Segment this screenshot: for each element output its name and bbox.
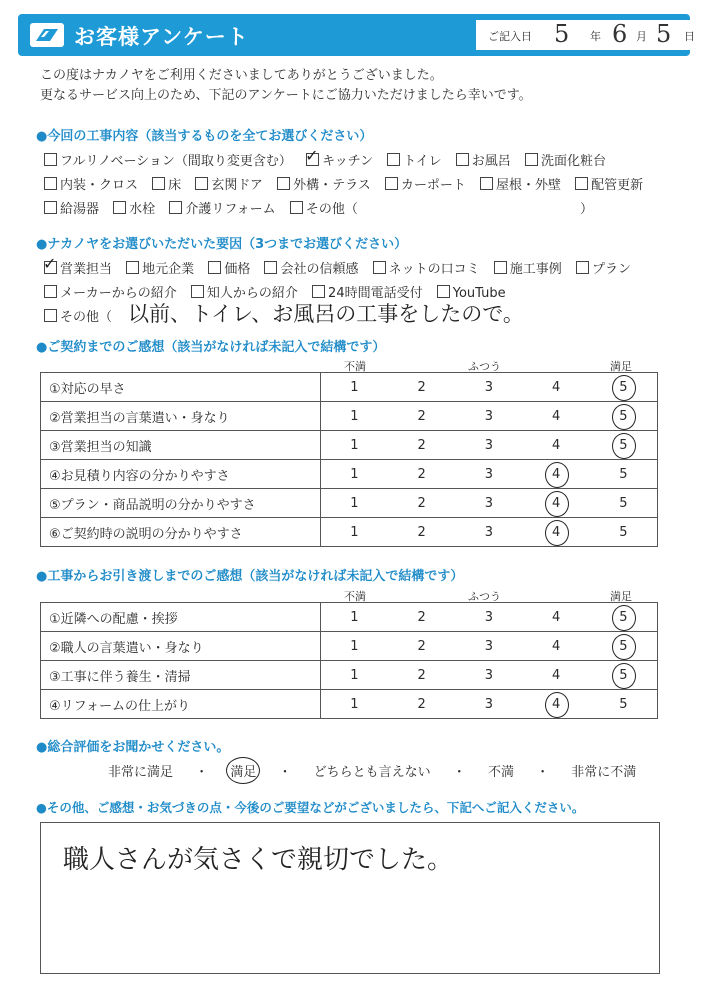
option-label: トイレ	[403, 154, 442, 169]
rating-row	[41, 518, 658, 547]
section-work-content-title: ●今回の工事内容（該当するものを全てお選びください）	[36, 129, 373, 144]
option-label: 屋根・外壁	[496, 178, 562, 193]
rating-option[interactable]	[455, 661, 522, 690]
rating-number: 4	[551, 466, 561, 482]
checkbox[interactable]	[437, 285, 450, 298]
rating-option[interactable]	[455, 431, 522, 460]
check-mark-icon: ✓	[305, 146, 319, 165]
company-logo-icon	[30, 23, 64, 47]
rating-option[interactable]	[523, 373, 590, 402]
rating-number: 5	[619, 696, 628, 712]
rating-option[interactable]	[388, 489, 455, 518]
rating-row	[41, 603, 658, 632]
rating-number: 5	[619, 437, 628, 453]
rating-number: 1	[350, 379, 359, 395]
option-label: 水栓	[129, 202, 156, 217]
rating-option[interactable]	[590, 489, 658, 518]
work-options-row-3	[44, 198, 594, 217]
section-comments-title: ●その他、ご感想・お気づきの点・今後のご要望などがございましたら、下記へご記入ください。	[36, 800, 585, 815]
form-title: お客様アンケート	[74, 25, 249, 49]
date-label: ご記入日	[488, 30, 532, 43]
rating-row	[41, 690, 658, 719]
section-construction-feedback-title: ●工事からお引き渡しまでのご感想（該当がなければ未記入で結構です）	[36, 569, 464, 584]
rating-selected-circle-icon	[545, 520, 569, 546]
checkbox[interactable]	[44, 153, 57, 166]
checkbox-checked[interactable]	[43, 254, 57, 274]
rating-option[interactable]	[455, 373, 522, 402]
option-bath[interactable]	[456, 150, 511, 169]
date-entry-box	[476, 20, 702, 50]
checkbox[interactable]	[385, 177, 398, 190]
rating-number: 1	[350, 696, 359, 712]
rating-item-label: ①近隣への配慮・挨拶	[41, 603, 321, 632]
check-mark-icon: ✓	[43, 254, 57, 273]
rating-number: 5	[619, 609, 628, 625]
rating-number: 2	[417, 379, 426, 395]
checkbox[interactable]	[208, 261, 221, 274]
checkbox[interactable]	[169, 201, 182, 214]
date-year-value[interactable]: 5	[554, 20, 570, 48]
rating-number: 4	[551, 379, 561, 395]
rating-number: 3	[484, 696, 494, 712]
rating-option[interactable]	[320, 690, 388, 719]
rating-item-label: ④お見積り内容の分かりやすさ	[41, 460, 321, 489]
rating-option[interactable]	[455, 489, 522, 518]
option-label: 床	[168, 178, 182, 193]
rating-number: 4	[551, 437, 561, 453]
rating-option[interactable]	[388, 690, 455, 719]
rating-row	[41, 402, 658, 431]
option-other[interactable]	[44, 306, 112, 325]
separator-dot: ・	[536, 765, 550, 780]
rating-number: 3	[484, 609, 494, 625]
date-year-unit: 年	[590, 30, 601, 43]
rating-option[interactable]	[590, 402, 658, 431]
option-sales-rep[interactable]	[43, 254, 113, 277]
rating-number: 5	[619, 408, 628, 424]
rating-option[interactable]	[320, 661, 388, 690]
rating-option[interactable]	[523, 402, 590, 431]
rating-option[interactable]	[523, 460, 590, 489]
option-label: メーカーからの紹介	[60, 286, 177, 301]
rating-number: 1	[350, 524, 359, 540]
rating-option[interactable]	[320, 431, 388, 460]
intro-line: この度はナカノヤをご利用くださいましてありがとうございました。	[40, 68, 443, 83]
option-label: その他（	[60, 310, 113, 325]
rating-item-label: ④リフォームの仕上がり	[41, 690, 321, 719]
rating-number: 2	[417, 495, 426, 511]
checkbox[interactable]	[456, 153, 469, 166]
overall-option-dissatisfied[interactable]: 不満	[487, 765, 514, 780]
rating-number: 5	[619, 379, 628, 395]
reason-options-row-1	[43, 254, 641, 277]
option-plan[interactable]	[576, 258, 631, 277]
checkbox-checked[interactable]	[305, 146, 319, 166]
option-label: 介護リフォーム	[185, 202, 276, 217]
rating-option[interactable]	[455, 460, 522, 489]
rating-number: 2	[417, 524, 426, 540]
rating-option[interactable]	[523, 431, 590, 460]
checkbox[interactable]	[44, 201, 57, 214]
scale-label-high: 満足	[610, 360, 632, 373]
rating-option[interactable]	[455, 690, 522, 719]
option-label: カーポート	[400, 178, 466, 193]
rating-number: 5	[619, 524, 628, 540]
checkbox[interactable]	[191, 285, 204, 298]
option-label: 玄関ドア	[211, 178, 263, 193]
intro-line: 更なるサービス向上のため、下記のアンケートにご協力いただけましたら幸いです。	[40, 88, 532, 103]
scale-label-high: 満足	[610, 590, 632, 603]
option-label: 施工事例	[509, 262, 562, 277]
rating-option[interactable]	[455, 603, 522, 632]
rating-option[interactable]	[320, 373, 388, 402]
rating-item-label: ②職人の言葉遣い・身なり	[41, 632, 321, 661]
date-day-unit: 日	[684, 30, 695, 43]
section-contract-feedback-title: ●ご契約までのご感想（該当がなければ未記入で結構です）	[36, 340, 386, 355]
rating-option[interactable]	[590, 518, 658, 547]
rating-number: 1	[350, 466, 359, 482]
rating-option[interactable]	[388, 373, 455, 402]
separator-dot: ・	[452, 765, 466, 780]
rating-option[interactable]	[388, 431, 455, 460]
rating-selected-circle-icon	[545, 462, 569, 488]
work-options-row-1	[44, 146, 616, 169]
checkbox[interactable]	[387, 153, 400, 166]
rating-number: 4	[551, 638, 561, 654]
option-interior[interactable]	[44, 174, 138, 193]
rating-option[interactable]	[523, 632, 590, 661]
scale-label-low: 不満	[344, 590, 366, 603]
option-case-studies[interactable]	[494, 258, 562, 277]
option-label: 知人からの紹介	[206, 286, 298, 301]
rating-option[interactable]	[523, 690, 590, 719]
rating-row	[41, 431, 658, 460]
option-floor[interactable]	[152, 174, 181, 193]
rating-option[interactable]	[388, 632, 455, 661]
option-price[interactable]	[208, 258, 250, 277]
rating-item-label: ①対応の早さ	[41, 373, 321, 402]
section-overall-title: ●総合評価をお聞かせください。	[36, 740, 230, 755]
rating-option[interactable]	[590, 460, 658, 489]
reason-other-handwritten[interactable]: 以前、トイレ、お風呂の工事をしたので。	[128, 302, 524, 326]
rating-row	[41, 632, 658, 661]
rating-option[interactable]	[320, 460, 388, 489]
rating-number: 1	[350, 667, 359, 683]
construction-feedback-table	[40, 602, 658, 719]
option-exterior-terrace[interactable]	[277, 174, 371, 193]
checkbox[interactable]	[576, 261, 589, 274]
checkbox[interactable]	[44, 309, 57, 322]
option-water-heater[interactable]	[44, 198, 99, 217]
scale-label-low: 不満	[344, 360, 366, 373]
option-local-company[interactable]	[126, 258, 194, 277]
checkbox[interactable]	[373, 261, 386, 274]
rating-selected-circle-icon	[612, 433, 636, 459]
rating-option[interactable]	[388, 661, 455, 690]
rating-number: 5	[619, 638, 628, 654]
rating-option[interactable]	[455, 518, 522, 547]
rating-option[interactable]	[590, 373, 658, 402]
rating-option[interactable]	[320, 603, 388, 632]
rating-number: 4	[551, 609, 561, 625]
rating-number: 1	[350, 495, 359, 511]
option-label: 会社の信頼感	[280, 262, 359, 277]
rating-number: 2	[417, 609, 426, 625]
option-piping[interactable]	[575, 174, 643, 193]
option-other-close: ）	[580, 202, 594, 217]
checkbox[interactable]	[277, 177, 290, 190]
separator-dot: ・	[195, 765, 209, 780]
separator-dot: ・	[278, 765, 292, 780]
scale-label-mid: ふつう	[468, 590, 501, 603]
rating-row	[41, 661, 658, 690]
rating-number: 2	[417, 638, 426, 654]
rating-item-label: ③工事に伴う養生・清掃	[41, 661, 321, 690]
rating-number: 2	[417, 696, 426, 712]
overall-option-neutral[interactable]: どちらとも言えない	[313, 765, 431, 780]
comment-box[interactable]	[40, 822, 660, 974]
rating-number: 3	[484, 667, 494, 683]
rating-number: 4	[551, 495, 561, 511]
rating-option[interactable]	[523, 661, 590, 690]
rating-number: 3	[484, 437, 494, 453]
rating-number: 2	[417, 437, 426, 453]
option-label: 配管更新	[591, 178, 644, 193]
comment-handwritten[interactable]: 職人さんが気さくで親切でした。	[63, 845, 454, 875]
option-roof-wall[interactable]	[480, 174, 561, 193]
option-label: フルリノベーション（間取り変更含む）	[60, 154, 292, 169]
contract-feedback-table	[40, 372, 658, 547]
reason-options-row-3	[44, 306, 122, 325]
rating-number: 5	[619, 495, 628, 511]
overall-option-very-dissatisfied[interactable]: 非常に不満	[571, 765, 637, 780]
checkbox[interactable]	[195, 177, 208, 190]
rating-option[interactable]	[590, 603, 658, 632]
checkbox[interactable]	[126, 261, 139, 274]
checkbox[interactable]	[264, 261, 277, 274]
option-label: 洗面化粧台	[540, 154, 606, 169]
rating-selected-circle-icon	[612, 375, 636, 401]
rating-number: 3	[484, 408, 494, 424]
rating-number: 1	[350, 408, 359, 424]
checkbox[interactable]	[152, 177, 165, 190]
rating-number: 4	[551, 696, 561, 712]
rating-number: 2	[417, 408, 426, 424]
rating-number: 2	[417, 667, 426, 683]
rating-item-label: ⑥ご契約時の説明の分かりやすさ	[41, 518, 321, 547]
rating-item-label: ③営業担当の知識	[41, 431, 321, 460]
rating-option[interactable]	[388, 603, 455, 632]
option-label: ネットの口コミ	[388, 262, 480, 277]
option-entrance-door[interactable]	[195, 174, 263, 193]
overall-option-satisfied-selected[interactable]: 満足	[230, 761, 256, 780]
rating-selected-circle-icon	[612, 663, 636, 689]
rating-option[interactable]	[590, 690, 658, 719]
option-label: 外構・テラス	[293, 178, 371, 193]
rating-option[interactable]	[590, 431, 658, 460]
option-label: 価格	[224, 262, 251, 277]
rating-option[interactable]	[320, 518, 388, 547]
checkbox[interactable]	[44, 177, 57, 190]
checkbox[interactable]	[290, 201, 303, 214]
form-header	[18, 14, 695, 56]
option-care-reform[interactable]	[169, 198, 275, 217]
work-options-row-2	[44, 174, 653, 193]
checkbox[interactable]	[480, 177, 493, 190]
rating-selected-circle-icon	[612, 634, 636, 660]
rating-option[interactable]	[388, 460, 455, 489]
checkbox[interactable]	[494, 261, 507, 274]
rating-selected-circle-icon	[612, 404, 636, 430]
rating-selected-circle-icon	[545, 692, 569, 718]
rating-option[interactable]	[590, 632, 658, 661]
date-day-value[interactable]: 5	[656, 20, 672, 48]
scale-label-mid: ふつう	[468, 360, 501, 373]
rating-item-label: ⑤プラン・商品説明の分かりやすさ	[41, 489, 321, 518]
rating-number: 1	[350, 638, 359, 654]
rating-option[interactable]	[523, 489, 590, 518]
rating-option[interactable]	[320, 632, 388, 661]
rating-option[interactable]	[388, 402, 455, 431]
checkbox[interactable]	[525, 153, 538, 166]
rating-number: 1	[350, 437, 359, 453]
rating-number: 1	[350, 609, 359, 625]
checkbox[interactable]	[44, 285, 57, 298]
checkbox[interactable]	[113, 201, 126, 214]
option-label: お風呂	[471, 154, 511, 169]
section-reason-title: ●ナカノヤをお選びいただいた要因（3つまでお選びください）	[36, 237, 408, 252]
rating-option[interactable]	[320, 489, 388, 518]
overall-rating-options	[108, 761, 654, 780]
checkbox[interactable]	[575, 177, 588, 190]
rating-option[interactable]	[388, 518, 455, 547]
rating-option[interactable]	[320, 402, 388, 431]
option-label: 24時間電話受付	[328, 286, 423, 301]
option-label: その他（	[305, 202, 358, 217]
rating-number: 2	[417, 466, 426, 482]
rating-row	[41, 489, 658, 518]
rating-number: 3	[484, 495, 494, 511]
rating-option[interactable]	[590, 661, 658, 690]
rating-option[interactable]	[523, 603, 590, 632]
rating-number: 3	[484, 466, 494, 482]
rating-item-label: ②営業担当の言葉遣い・身なり	[41, 402, 321, 431]
option-label: キッチン	[322, 154, 374, 169]
option-other[interactable]	[290, 198, 358, 217]
rating-option[interactable]	[455, 632, 522, 661]
option-label: プラン	[591, 262, 631, 277]
rating-row	[41, 373, 658, 402]
rating-selected-circle-icon	[545, 491, 569, 517]
option-full-renovation[interactable]	[44, 150, 292, 169]
option-toilet[interactable]	[387, 150, 441, 169]
rating-number: 4	[551, 524, 561, 540]
overall-option-very-satisfied[interactable]: 非常に満足	[108, 765, 174, 780]
rating-number: 5	[619, 667, 628, 683]
option-label: 給湯器	[60, 202, 100, 217]
option-faucet[interactable]	[113, 198, 155, 217]
rating-number: 3	[484, 379, 494, 395]
option-trust[interactable]	[264, 258, 358, 277]
option-label: 営業担当	[60, 262, 113, 277]
rating-option[interactable]	[455, 402, 522, 431]
rating-number: 5	[619, 466, 628, 482]
option-online-reviews[interactable]	[373, 258, 480, 277]
date-month-unit: 月	[636, 30, 647, 43]
option-carport[interactable]	[385, 174, 466, 193]
date-month-value[interactable]: 6	[612, 20, 628, 48]
option-label: 内装・クロス	[60, 178, 139, 193]
rating-selected-circle-icon	[612, 605, 636, 631]
rating-number: 4	[551, 667, 561, 683]
rating-row	[41, 460, 658, 489]
rating-number: 3	[484, 524, 494, 540]
checkbox[interactable]	[312, 285, 325, 298]
rating-option[interactable]	[523, 518, 590, 547]
rating-number: 4	[551, 408, 561, 424]
option-vanity[interactable]	[525, 150, 606, 169]
option-kitchen[interactable]	[305, 146, 374, 169]
rating-number: 3	[484, 638, 494, 654]
option-label: YouTube	[452, 286, 506, 301]
option-label: 地元企業	[142, 262, 195, 277]
intro-text	[40, 66, 532, 106]
